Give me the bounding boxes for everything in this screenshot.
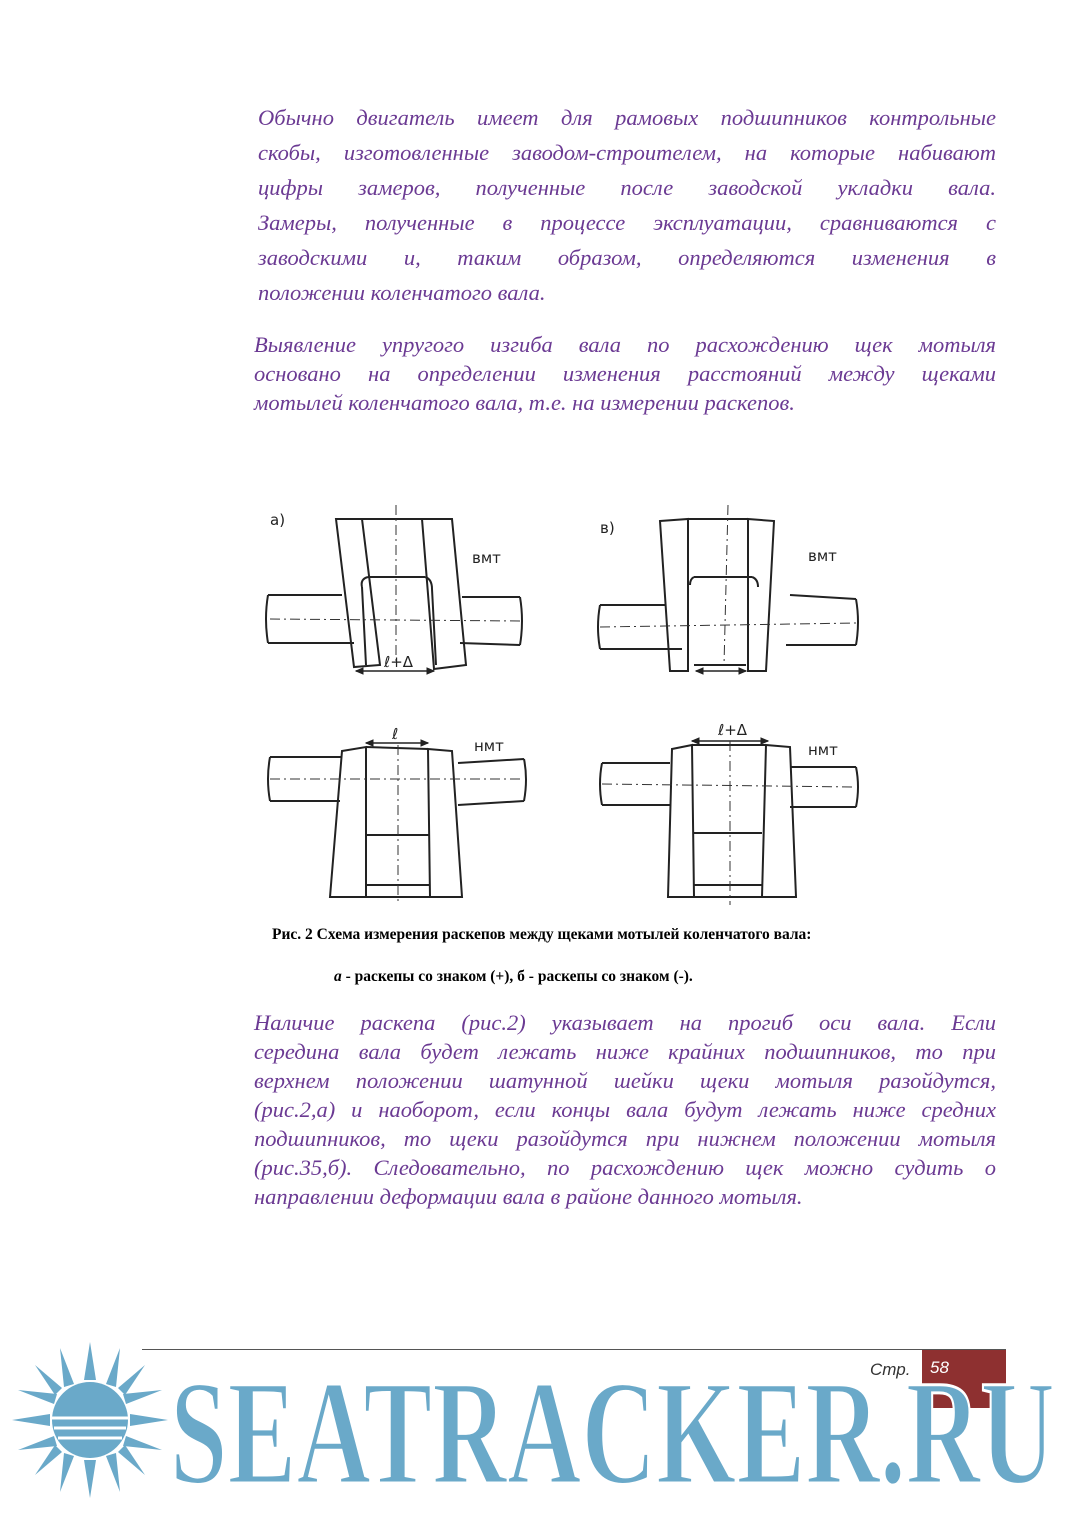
dimension-label-a-top: ℓ+Δ bbox=[384, 653, 414, 671]
paragraph-line: цифры замеров, полученные после заводской укладки вала. bbox=[258, 175, 996, 200]
paragraph-line: верхнем положении шатунной шейки щеки мотыля разойдутся, bbox=[254, 1068, 996, 1093]
dimension-label-a-bottom: ℓ bbox=[392, 725, 399, 743]
watermark-text: SEATRACKER.RU bbox=[170, 1363, 1055, 1503]
label-nmt-a: нмт bbox=[474, 737, 504, 755]
label-vmt-b: вмт bbox=[808, 547, 837, 565]
figure-caption-title: Рис. 2 Схема измерения раскепов между щеками мотылей коленчатого вала: bbox=[272, 926, 812, 943]
dimension-label-b-bottom: ℓ+Δ bbox=[718, 721, 748, 739]
paragraph-3 bbox=[254, 1008, 996, 1211]
paragraph-line: (рис.35,б). Следовательно, по расхождению щек можно судить о bbox=[254, 1155, 996, 1180]
diagram-a-top bbox=[266, 519, 522, 674]
paragraph-line: заводскими и, таким образом, определяются изменения в bbox=[258, 245, 996, 270]
footer-divider bbox=[142, 1349, 1006, 1350]
crankshaft-diagram bbox=[262, 505, 872, 910]
paragraph-line: середина вала будет лежать ниже крайних подшипников, то при bbox=[254, 1039, 996, 1064]
paragraph-line: основано на определении изменения расстояний между щеками bbox=[254, 361, 996, 386]
label-vmt-a: вмт bbox=[472, 549, 501, 567]
paragraph-line: (рис.2,а) и наоборот, если концы вала будут лежать ниже средних bbox=[254, 1097, 996, 1122]
sun-icon bbox=[10, 1340, 170, 1500]
page-label: Стр. bbox=[870, 1360, 911, 1379]
label-nmt-b: нмт bbox=[808, 741, 838, 759]
paragraph-line: направлении деформации вала в районе данного мотыля. bbox=[254, 1184, 803, 1209]
caption-legend-text: - раскепы со знаком (+), б - раскепы со знаком (-). bbox=[341, 968, 693, 985]
paragraph-line: подшипников, то щеки разойдутся при нижнем положении мотыля bbox=[254, 1126, 996, 1151]
diagram-a-bottom bbox=[268, 740, 526, 897]
paragraph-line: мотылей коленчатого вала, т.е. на измерении раскепов. bbox=[254, 390, 795, 415]
paragraph-2 bbox=[254, 330, 996, 417]
page-number: 58 bbox=[930, 1358, 949, 1377]
paragraph-1 bbox=[258, 100, 996, 310]
label-panel-a: а) bbox=[270, 511, 286, 529]
diagram-b-bottom bbox=[600, 738, 858, 897]
label-panel-b: в) bbox=[600, 519, 615, 537]
diagram-b-top bbox=[598, 519, 858, 674]
figure-caption-legend bbox=[334, 968, 693, 986]
paragraph-line: Выявление упругого изгиба вала по расхождению щек мотыля bbox=[254, 332, 996, 357]
paragraph-line: Замеры, полученные в процессе эксплуатации, сравниваются с bbox=[258, 210, 996, 235]
caption-letter-a: а bbox=[334, 968, 342, 985]
paragraph-line: Обычно двигатель имеет для рамовых подшипников контрольные bbox=[258, 105, 996, 130]
paragraph-line: положении коленчатого вала. bbox=[258, 280, 546, 305]
paragraph-line: Наличие раскепа (рис.2) указывает на прогиб оси вала. Если bbox=[254, 1010, 996, 1035]
paragraph-line: скобы, изготовленные заводом-строителем, на которые набивают bbox=[258, 140, 996, 165]
seatracker-watermark bbox=[170, 1363, 1070, 1503]
